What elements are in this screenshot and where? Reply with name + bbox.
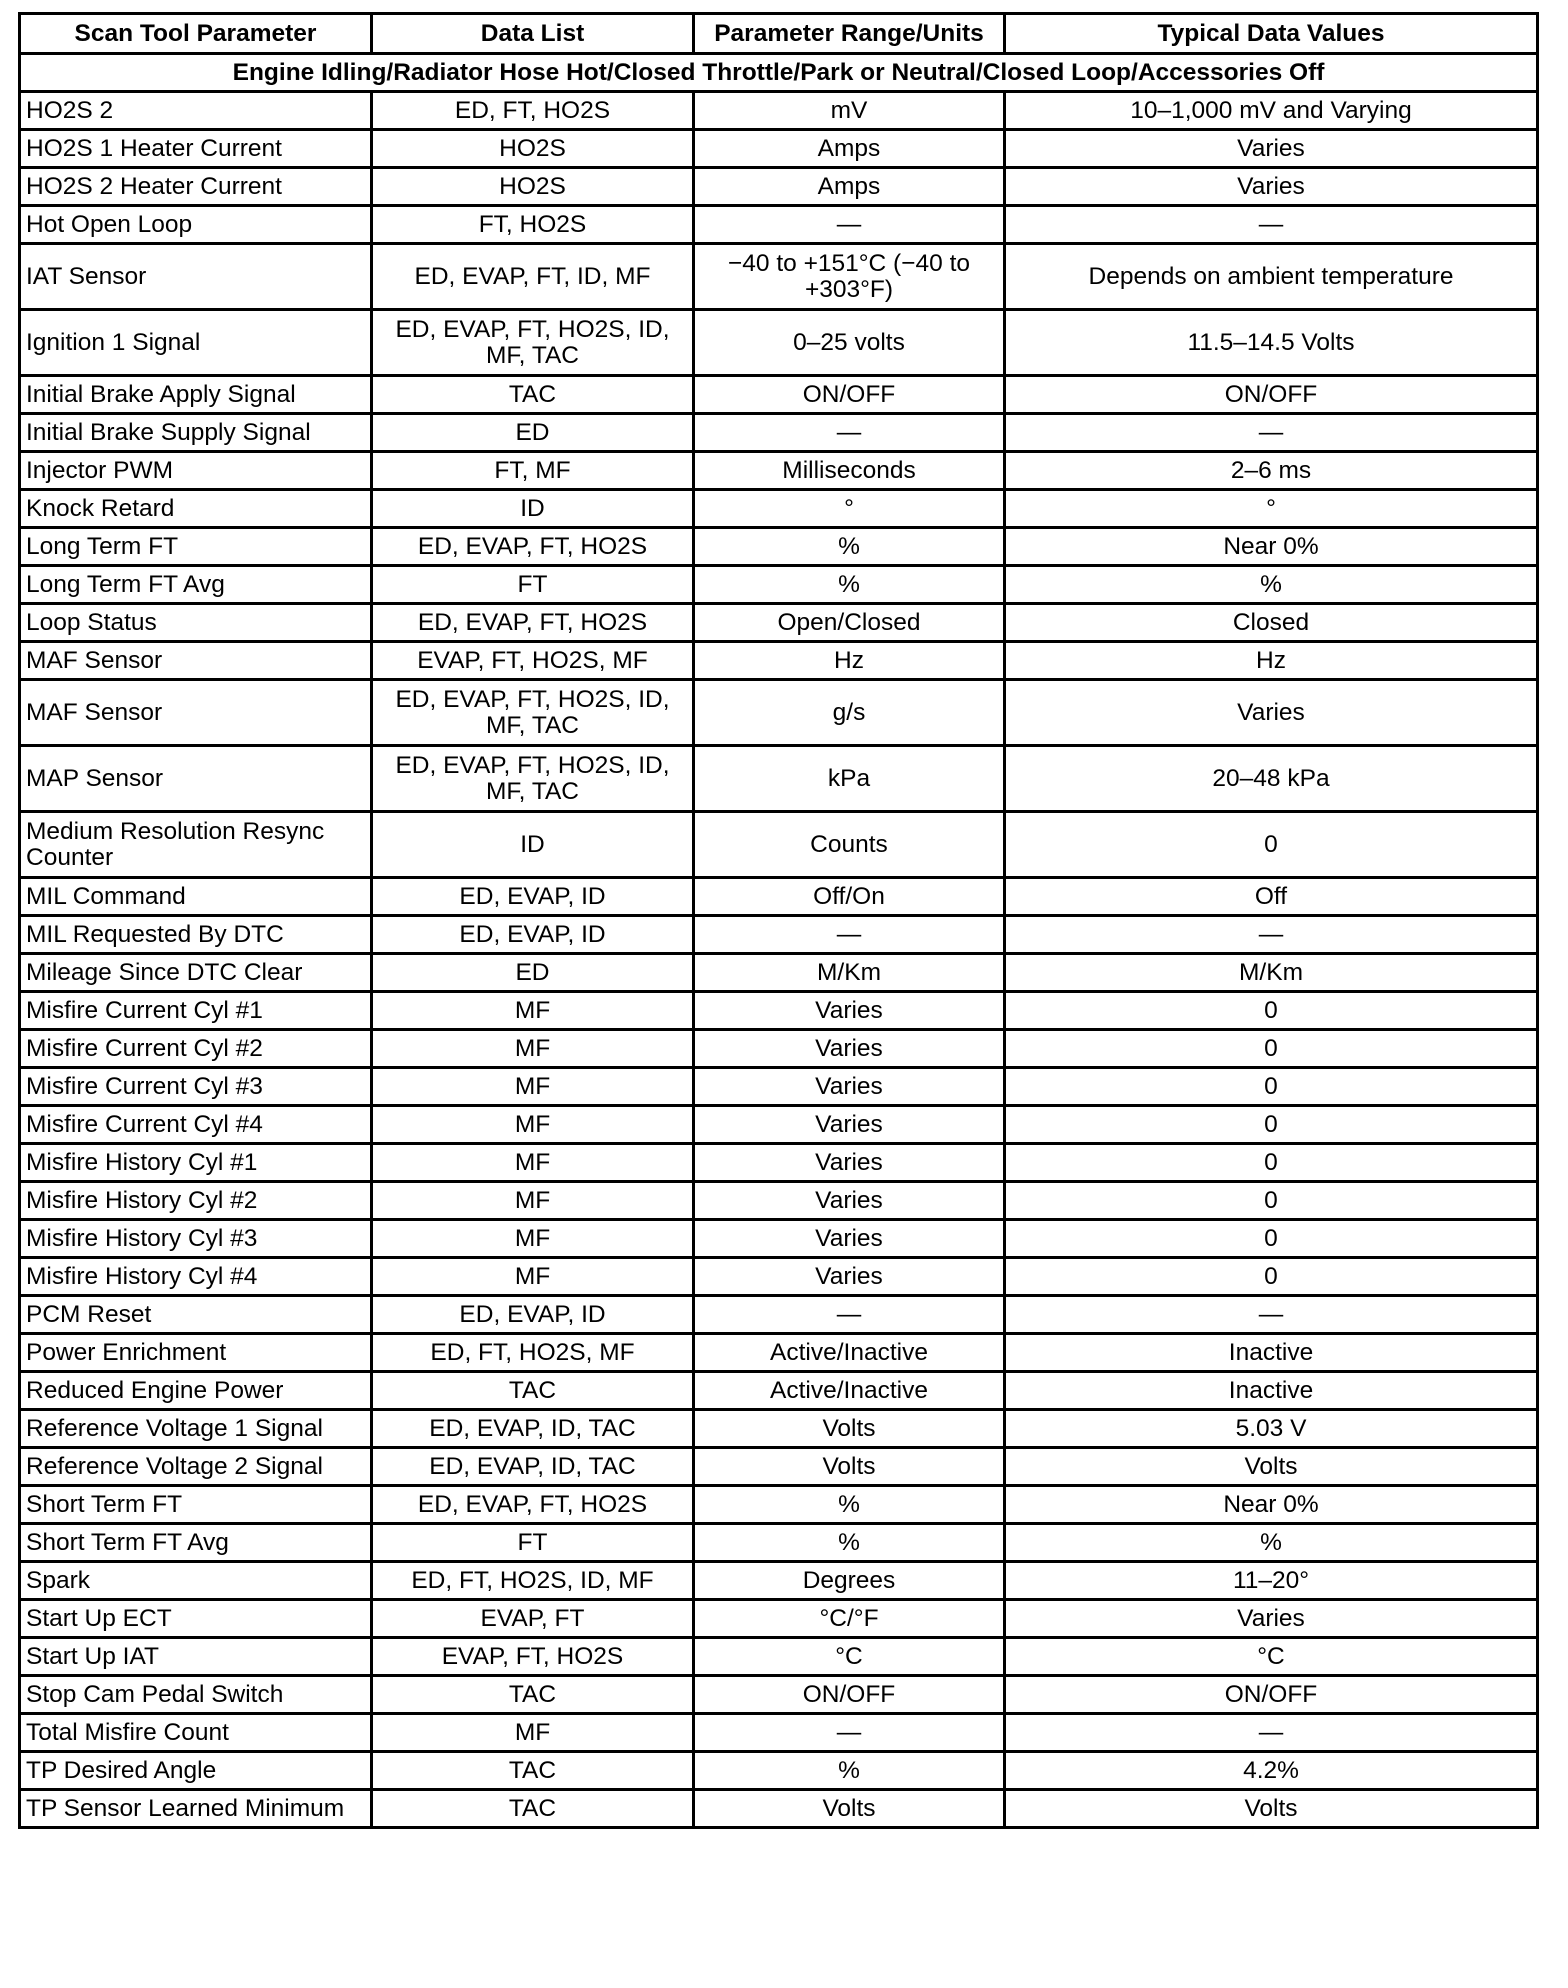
row-data-list: ED, EVAP, FT, HO2S [372,1486,694,1524]
row-parameter: MAF Sensor [20,642,372,680]
table-row [20,1448,1538,1486]
row-range-units: Varies [694,992,1005,1030]
row-parameter: MAF Sensor [20,680,372,746]
row-range-units: Varies [694,1030,1005,1068]
row-typical-value: Near 0% [1005,528,1538,566]
row-data-list: ED, EVAP, FT, ID, MF [372,244,694,310]
row-range-units: Amps [694,168,1005,206]
row-typical-value: 20–48 kPa [1005,746,1538,812]
row-range-units: — [694,1296,1005,1334]
row-range-units: Volts [694,1448,1005,1486]
table-row [20,1296,1538,1334]
table-row [20,954,1538,992]
table-row [20,1638,1538,1676]
row-typical-value: Off [1005,878,1538,916]
row-data-list: ID [372,812,694,878]
row-typical-value: 0 [1005,1258,1538,1296]
row-parameter: Initial Brake Supply Signal [20,414,372,452]
row-typical-value: — [1005,1296,1538,1334]
row-parameter: HO2S 1 Heater Current [20,130,372,168]
table-row [20,642,1538,680]
row-parameter: Long Term FT [20,528,372,566]
table-row [20,206,1538,244]
row-parameter: Misfire Current Cyl #1 [20,992,372,1030]
row-data-list: ED, EVAP, ID [372,878,694,916]
row-data-list: ED, EVAP, ID [372,916,694,954]
row-data-list: MF [372,1714,694,1752]
table-row [20,1334,1538,1372]
row-range-units: Active/Inactive [694,1334,1005,1372]
row-typical-value: 0 [1005,1068,1538,1106]
row-range-units: M/Km [694,954,1005,992]
row-parameter: Medium Resolution Resync Counter [20,812,372,878]
row-parameter: Short Term FT Avg [20,1524,372,1562]
row-typical-value: 11.5–14.5 Volts [1005,310,1538,376]
row-range-units: ON/OFF [694,376,1005,414]
row-data-list: MF [372,1030,694,1068]
row-data-list: ED [372,954,694,992]
row-range-units: Off/On [694,878,1005,916]
row-parameter: Misfire History Cyl #1 [20,1144,372,1182]
table-row [20,244,1538,310]
table-row [20,916,1538,954]
row-range-units: Hz [694,642,1005,680]
row-range-units: % [694,1752,1005,1790]
table-row [20,1600,1538,1638]
row-range-units: mV [694,92,1005,130]
row-data-list: TAC [372,1752,694,1790]
row-range-units: ° [694,490,1005,528]
row-range-units: °C/°F [694,1600,1005,1638]
row-parameter: Initial Brake Apply Signal [20,376,372,414]
row-data-list: ED, FT, HO2S, ID, MF [372,1562,694,1600]
row-parameter: Ignition 1 Signal [20,310,372,376]
row-data-list: ED, EVAP, ID, TAC [372,1410,694,1448]
row-typical-value: % [1005,566,1538,604]
row-typical-value: Volts [1005,1448,1538,1486]
row-parameter: Knock Retard [20,490,372,528]
operating-condition-row [20,54,1538,92]
row-range-units: Amps [694,130,1005,168]
table-row [20,878,1538,916]
row-typical-value: — [1005,414,1538,452]
row-range-units: % [694,1524,1005,1562]
row-data-list: TAC [372,1790,694,1828]
table-row [20,92,1538,130]
row-data-list: ED, EVAP, FT, HO2S, ID, MF, TAC [372,746,694,812]
row-range-units: — [694,206,1005,244]
row-data-list: ID [372,490,694,528]
table-row [20,1106,1538,1144]
table-row [20,130,1538,168]
row-parameter: Start Up ECT [20,1600,372,1638]
row-range-units: g/s [694,680,1005,746]
row-parameter: Misfire Current Cyl #2 [20,1030,372,1068]
row-typical-value: Varies [1005,680,1538,746]
row-typical-value: Volts [1005,1790,1538,1828]
table-row [20,1030,1538,1068]
row-data-list: ED, EVAP, FT, HO2S [372,604,694,642]
row-parameter: Long Term FT Avg [20,566,372,604]
row-parameter: IAT Sensor [20,244,372,310]
row-data-list: FT, HO2S [372,206,694,244]
row-data-list: ED, EVAP, ID, TAC [372,1448,694,1486]
row-parameter: Reduced Engine Power [20,1372,372,1410]
table-row [20,604,1538,642]
header-data-list: Data List [372,14,694,54]
row-data-list: ED, EVAP, FT, HO2S, ID, MF, TAC [372,680,694,746]
row-range-units: Counts [694,812,1005,878]
row-typical-value: — [1005,206,1538,244]
table-row [20,528,1538,566]
row-data-list: MF [372,1258,694,1296]
table-row [20,566,1538,604]
row-data-list: MF [372,1068,694,1106]
row-data-list: MF [372,1220,694,1258]
row-parameter: Misfire History Cyl #3 [20,1220,372,1258]
operating-condition: Engine Idling/Radiator Hose Hot/Closed Throttle/Park or Neutral/Closed Loop/Accessories Off [20,54,1538,92]
row-typical-value: °C [1005,1638,1538,1676]
table-row [20,490,1538,528]
table-row [20,168,1538,206]
row-range-units: Varies [694,1068,1005,1106]
row-typical-value: Inactive [1005,1372,1538,1410]
row-typical-value: Varies [1005,168,1538,206]
row-range-units: Volts [694,1410,1005,1448]
row-parameter: TP Sensor Learned Minimum [20,1790,372,1828]
row-range-units: 0–25 volts [694,310,1005,376]
row-typical-value: 11–20° [1005,1562,1538,1600]
row-range-units: Open/Closed [694,604,1005,642]
row-data-list: HO2S [372,168,694,206]
row-range-units: −40 to +151°C (−40 to +303°F) [694,244,1005,310]
row-data-list: EVAP, FT, HO2S, MF [372,642,694,680]
row-range-units: Varies [694,1220,1005,1258]
row-parameter: Reference Voltage 2 Signal [20,1448,372,1486]
row-typical-value: 0 [1005,1030,1538,1068]
table-row [20,1524,1538,1562]
table-row [20,1752,1538,1790]
row-range-units: ON/OFF [694,1676,1005,1714]
row-range-units: Varies [694,1258,1005,1296]
row-parameter: Power Enrichment [20,1334,372,1372]
row-parameter: Start Up IAT [20,1638,372,1676]
row-parameter: HO2S 2 Heater Current [20,168,372,206]
row-parameter: Short Term FT [20,1486,372,1524]
row-parameter: Injector PWM [20,452,372,490]
row-range-units: — [694,1714,1005,1752]
row-typical-value: 0 [1005,812,1538,878]
table-row [20,1714,1538,1752]
table-row [20,1182,1538,1220]
table-row [20,812,1538,878]
row-typical-value: Hz [1005,642,1538,680]
row-range-units: Degrees [694,1562,1005,1600]
table-row [20,1790,1538,1828]
row-typical-value: Closed [1005,604,1538,642]
table-row [20,746,1538,812]
row-data-list: MF [372,1106,694,1144]
row-typical-value: ° [1005,490,1538,528]
table-row [20,1410,1538,1448]
table-row [20,376,1538,414]
table-row [20,414,1538,452]
row-range-units: °C [694,1638,1005,1676]
table-row [20,452,1538,490]
row-parameter: Loop Status [20,604,372,642]
row-parameter: Spark [20,1562,372,1600]
scan-tool-data-table [18,12,1539,1829]
row-typical-value: ON/OFF [1005,1676,1538,1714]
row-data-list: MF [372,1182,694,1220]
table-row [20,1144,1538,1182]
row-typical-value: ON/OFF [1005,376,1538,414]
row-range-units: % [694,1486,1005,1524]
table-row [20,1562,1538,1600]
row-range-units: Varies [694,1182,1005,1220]
row-typical-value: — [1005,916,1538,954]
row-parameter: Misfire Current Cyl #3 [20,1068,372,1106]
table-row [20,1068,1538,1106]
row-data-list: EVAP, FT [372,1600,694,1638]
row-parameter: Misfire History Cyl #4 [20,1258,372,1296]
row-parameter: Hot Open Loop [20,206,372,244]
row-typical-value: M/Km [1005,954,1538,992]
row-parameter: Misfire Current Cyl #4 [20,1106,372,1144]
table-row [20,1258,1538,1296]
row-typical-value: 0 [1005,1220,1538,1258]
row-parameter: Total Misfire Count [20,1714,372,1752]
row-range-units: — [694,916,1005,954]
table-row [20,992,1538,1030]
row-parameter: TP Desired Angle [20,1752,372,1790]
row-typical-value: 0 [1005,992,1538,1030]
row-range-units: Active/Inactive [694,1372,1005,1410]
row-parameter: Reference Voltage 1 Signal [20,1410,372,1448]
row-parameter: PCM Reset [20,1296,372,1334]
row-data-list: EVAP, FT, HO2S [372,1638,694,1676]
row-data-list: HO2S [372,130,694,168]
row-parameter: Mileage Since DTC Clear [20,954,372,992]
row-data-list: FT [372,566,694,604]
row-data-list: FT, MF [372,452,694,490]
table-row [20,1676,1538,1714]
header-scan-tool-parameter: Scan Tool Parameter [20,14,372,54]
row-data-list: ED, FT, HO2S, MF [372,1334,694,1372]
row-data-list: FT [372,1524,694,1562]
row-typical-value: 2–6 ms [1005,452,1538,490]
row-range-units: Varies [694,1144,1005,1182]
row-typical-value: 0 [1005,1182,1538,1220]
row-range-units: — [694,414,1005,452]
row-range-units: Varies [694,1106,1005,1144]
row-typical-value: 5.03 V [1005,1410,1538,1448]
row-typical-value: — [1005,1714,1538,1752]
row-typical-value: 10–1,000 mV and Varying [1005,92,1538,130]
header-typical-data-values: Typical Data Values [1005,14,1538,54]
row-typical-value: Varies [1005,130,1538,168]
row-range-units: % [694,528,1005,566]
row-data-list: MF [372,992,694,1030]
table-row [20,1372,1538,1410]
row-typical-value: 4.2% [1005,1752,1538,1790]
row-typical-value: % [1005,1524,1538,1562]
table-header-row [20,14,1538,54]
row-data-list: ED, EVAP, FT, HO2S, ID, MF, TAC [372,310,694,376]
row-range-units: Volts [694,1790,1005,1828]
row-typical-value: 0 [1005,1106,1538,1144]
table-row [20,680,1538,746]
table-body [20,54,1538,1828]
row-data-list: ED, EVAP, FT, HO2S [372,528,694,566]
row-typical-value: 0 [1005,1144,1538,1182]
row-typical-value: Depends on ambient temperature [1005,244,1538,310]
row-data-list: ED [372,414,694,452]
row-data-list: ED, FT, HO2S [372,92,694,130]
row-data-list: ED, EVAP, ID [372,1296,694,1334]
row-parameter: Stop Cam Pedal Switch [20,1676,372,1714]
row-range-units: kPa [694,746,1005,812]
row-parameter: MAP Sensor [20,746,372,812]
row-range-units: Milliseconds [694,452,1005,490]
row-typical-value: Near 0% [1005,1486,1538,1524]
table-row [20,310,1538,376]
row-parameter: Misfire History Cyl #2 [20,1182,372,1220]
scan-tool-data-sheet [18,12,1536,1829]
row-range-units: % [694,566,1005,604]
table-row [20,1486,1538,1524]
row-data-list: MF [372,1144,694,1182]
row-parameter: HO2S 2 [20,92,372,130]
header-parameter-range-units: Parameter Range/Units [694,14,1005,54]
row-typical-value: Varies [1005,1600,1538,1638]
row-typical-value: Inactive [1005,1334,1538,1372]
row-data-list: TAC [372,1676,694,1714]
row-data-list: TAC [372,1372,694,1410]
row-parameter: MIL Command [20,878,372,916]
table-row [20,1220,1538,1258]
row-parameter: MIL Requested By DTC [20,916,372,954]
row-data-list: TAC [372,376,694,414]
